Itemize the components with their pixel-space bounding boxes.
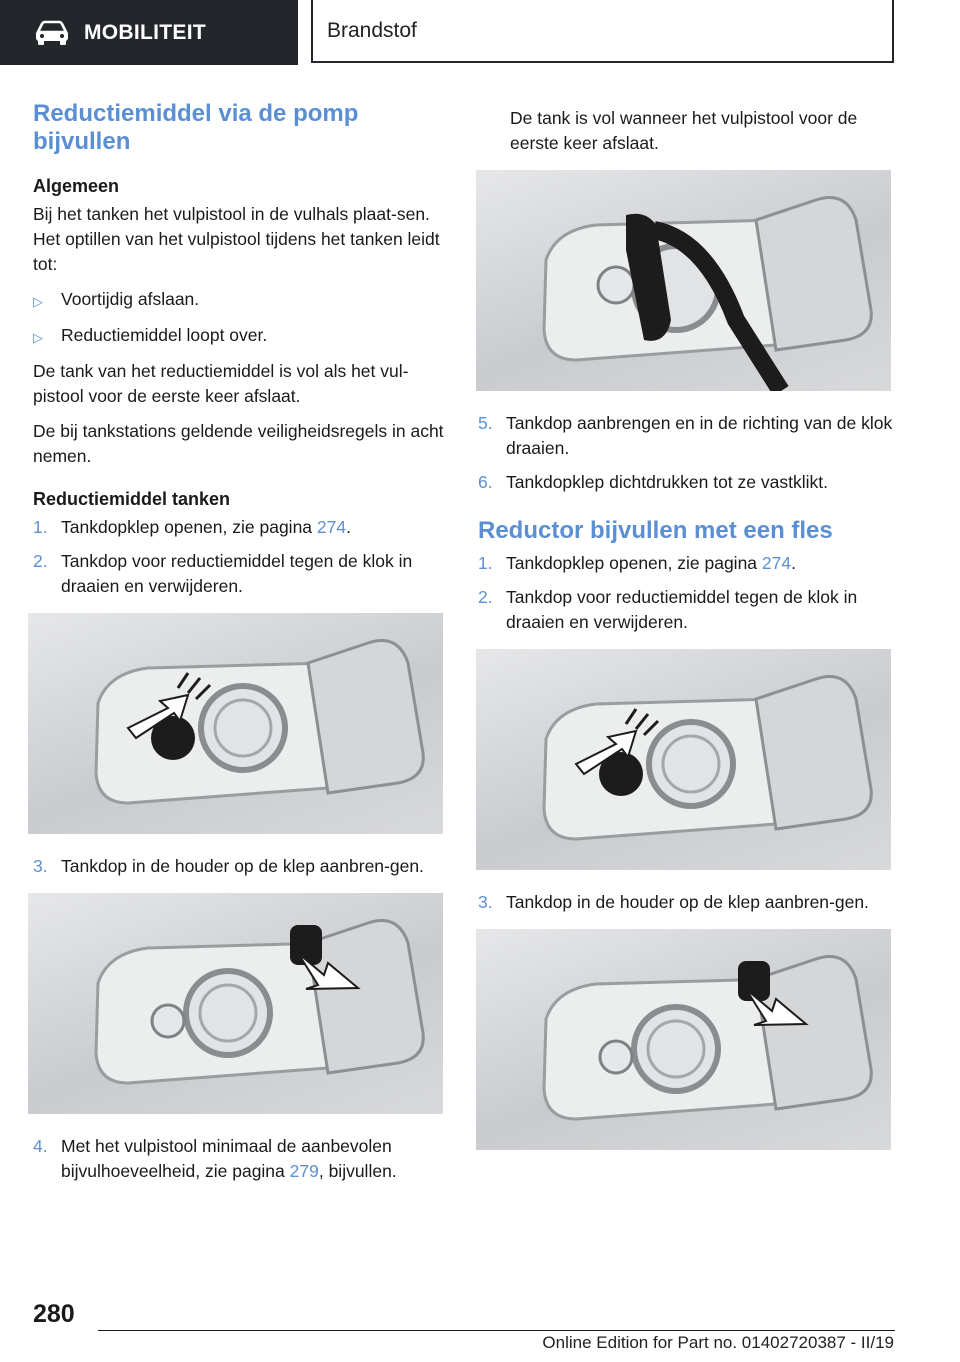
bottle-step-1: 1. Tankdopklep openen, zie pagina 274.	[478, 553, 796, 573]
triangle-bullet-icon: ▷	[33, 294, 43, 309]
triangle-bullet-icon: ▷	[33, 330, 43, 345]
bottle-step-3: 3. Tankdop in de houder op de klep aanbren-gen.	[478, 892, 869, 912]
illustration-nozzle	[476, 170, 891, 391]
step-6: 6. Tankdopklep dichtdrukken tot ze vastklikt.	[478, 472, 828, 492]
paragraph-full: De tank van het reductiemiddel is vol als het vul-pistool voor de eerste keer afslaat.	[33, 361, 409, 406]
list-item: ▷ Reductiemiddel loopt over.	[33, 323, 448, 350]
illustration-cap-in-holder-b	[476, 929, 891, 1150]
paragraph-safety: De bij tankstations geldende veiligheidsregels in acht nemen.	[33, 421, 444, 466]
chapter-tab	[311, 0, 894, 63]
general-text: Bij het tanken het vulpistool in de vulhals plaat-sen. Het optillen van het vulpistool tijdens het tanken leidt tot:	[33, 204, 440, 274]
intro-text: De tank is vol wanneer het vulpistool voor de eerste keer afslaat.	[510, 108, 858, 153]
chapter-title: Brandstof	[327, 18, 417, 42]
subheading-fill: Reductiemiddel tanken	[33, 489, 231, 509]
list-item: ▷ Voortijdig afslaan.	[33, 287, 448, 314]
page-link-274[interactable]: 274	[316, 517, 347, 537]
subheading-general: Algemeen	[33, 176, 120, 196]
step-2: 2. Tankdop voor reductiemiddel tegen de klok in draaien en verwijderen.	[33, 551, 413, 596]
step-4: 4. Met het vulpistool minimaal de aanbevolen bijvulhoeveelheid, zie pagina 279, bijvullen.	[33, 1136, 397, 1181]
step-1: 1. Tankdopklep openen, zie pagina 274.	[33, 517, 351, 537]
page-number: 280	[33, 1300, 75, 1328]
edition-text: Online Edition for Part no. 01402720387 - II/19	[542, 1333, 894, 1352]
bottle-step-2: 2. Tankdop voor reductiemiddel tegen de klok in draaien en verwijderen.	[478, 587, 858, 632]
page-link-274-b[interactable]: 274	[761, 553, 792, 573]
step-5: 5. Tankdop aanbrengen en in de richting van de klok draaien.	[478, 413, 893, 458]
section-title: MOBILITEIT	[84, 20, 206, 44]
section-heading: Reductiemiddel via de pomp bijvullen	[33, 100, 359, 155]
section-heading-bottle: Reductor bijvullen met een fles	[478, 517, 833, 544]
page-link-279[interactable]: 279	[289, 1161, 319, 1181]
section-tab	[0, 0, 298, 65]
illustration-remove-cap-b	[476, 649, 891, 870]
car-icon	[34, 20, 70, 46]
left-column	[33, 100, 448, 1193]
illustration-remove-cap	[28, 613, 443, 834]
illustration-cap-in-holder	[28, 893, 443, 1114]
right-column	[478, 100, 893, 1170]
step-3: 3. Tankdop in de houder op de klep aanbren-gen.	[33, 856, 424, 876]
footer-divider	[98, 1330, 895, 1331]
